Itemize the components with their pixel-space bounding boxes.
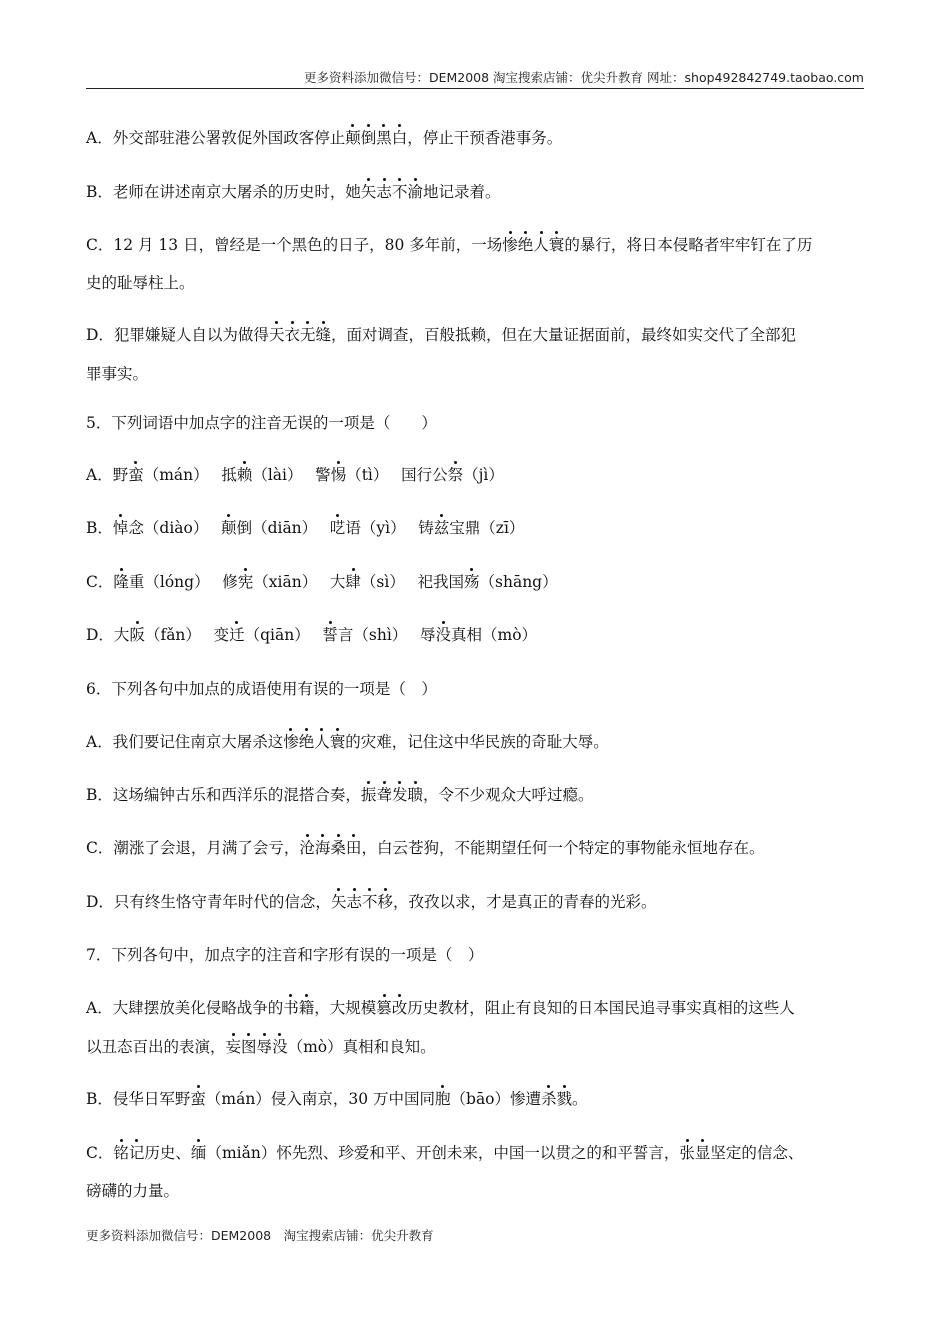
dotted-char: 显	[694, 1144, 711, 1162]
dotted-char: 戮	[556, 1090, 573, 1108]
text-run: （mán） 抵	[143, 466, 237, 484]
dotted-char: 铭	[113, 1144, 129, 1162]
dotted-char: 呓	[329, 519, 346, 537]
option-line	[86, 731, 609, 753]
dotted-char: 图	[241, 1038, 257, 1056]
page-header	[86, 66, 864, 89]
dotted-char: 宪	[237, 573, 254, 591]
text-run: B．这场编钟古乐和西洋乐的混搭合奏，	[86, 786, 361, 804]
dotted-char: 殇	[464, 573, 480, 591]
text-run: A．大肆摆放美化侵略战争的	[86, 999, 284, 1017]
text-run: 真相（mò）	[451, 626, 538, 644]
dotted-char: 田	[345, 839, 362, 857]
dotted-char: 籍	[298, 999, 315, 1017]
dotted-char: 绝	[298, 733, 315, 751]
dotted-char: 没	[435, 626, 451, 644]
dotted-char: 杀	[541, 1090, 557, 1108]
dotted-char: 矢	[360, 183, 377, 201]
dotted-char: 书	[283, 999, 299, 1017]
option-line	[86, 624, 537, 646]
text-line	[86, 181, 500, 203]
text-run: （lài） 警	[252, 466, 331, 484]
option-line	[86, 784, 593, 806]
text-run: （sì） 祀我国	[360, 573, 464, 591]
text-run: 宝鼎（zī）	[449, 519, 525, 537]
dotted-char: 没	[272, 1038, 288, 1056]
text-run: C．	[86, 573, 114, 591]
dotted-char: 篡	[376, 999, 392, 1017]
text-run: ，孜孜以求，才是真正的青春的光彩。	[393, 893, 657, 911]
option-line	[86, 891, 657, 913]
dotted-char: 悼	[112, 519, 129, 537]
text-run: B．	[86, 519, 113, 537]
option-line	[86, 571, 558, 593]
dotted-char: 发	[391, 786, 408, 804]
text-run: （bāo）惨遭	[450, 1090, 542, 1108]
dotted-char: 不	[361, 893, 378, 911]
text-run: （mán）侵入南京，30 万中国同	[205, 1090, 435, 1108]
text-run: 磅礴的力量。	[86, 1182, 180, 1200]
dotted-char: 胞	[435, 1090, 451, 1108]
dotted-char: 不	[391, 183, 408, 201]
question-heading	[86, 412, 437, 434]
question-heading	[86, 678, 437, 700]
dotted-char: 张	[679, 1144, 695, 1162]
dotted-char: 寰	[548, 236, 565, 254]
dotted-char: 缝	[315, 326, 331, 344]
dotted-char: 蛮	[128, 466, 144, 484]
option-line	[86, 1036, 436, 1058]
text-line	[86, 234, 812, 256]
dotted-char: 惨	[283, 733, 299, 751]
dotted-char: 惨	[502, 236, 518, 254]
dotted-char: 记	[128, 1144, 145, 1162]
dotted-char: 志	[376, 183, 392, 201]
text-run: 倒（diān）	[236, 519, 330, 537]
text-run: （fǎn） 变	[144, 626, 230, 644]
dotted-char: 兹	[433, 519, 450, 537]
option-line	[86, 517, 524, 539]
dotted-char: 海	[314, 839, 331, 857]
dotted-char: 祭	[447, 466, 464, 484]
text-run: D．大	[86, 626, 130, 644]
dotted-char: 天	[268, 326, 285, 344]
page-footer	[86, 1226, 434, 1244]
dotted-char: 桑	[330, 839, 346, 857]
text-run: （xiān） 大	[253, 573, 346, 591]
text-run: 史的耻辱柱上。	[86, 274, 195, 292]
text-run: ，停止干预香港事务。	[407, 129, 563, 147]
dotted-char: 惕	[330, 466, 347, 484]
option-line	[86, 997, 795, 1019]
dotted-char: 无	[299, 326, 316, 344]
text-run: 的灾难，记住这中华民族的奇耻大辱。	[345, 733, 609, 751]
dotted-char: 移	[377, 893, 393, 911]
text-run: 7．下列各句中，加点字的注音和字形有误的一项是（ ）	[86, 946, 484, 964]
dotted-char: 颠	[221, 519, 237, 537]
text-line	[86, 324, 796, 346]
text-run: （qiān）	[244, 626, 323, 644]
dotted-char: 聩	[407, 786, 423, 804]
dotted-char: 沧	[299, 839, 315, 857]
dotted-char: 振	[360, 786, 377, 804]
dotted-char: 赖	[236, 466, 253, 484]
dotted-char: 迁	[229, 626, 245, 644]
dotted-char: 蛮	[190, 1090, 206, 1108]
text-run: 6．下列各句中加点的成语使用有误的一项是（ ）	[86, 680, 437, 698]
text-run: B．老师在讲述南京大屠杀的历史时，她	[86, 183, 361, 201]
dotted-char: 志	[346, 893, 362, 911]
text-run: ，令不少观众大呼过瘾。	[422, 786, 594, 804]
text-run: （shāng）	[479, 573, 558, 591]
text-run: 的暴行，将日本侵略者牢牢钉在了历	[564, 236, 813, 254]
text-run: B．侵华日军野	[86, 1090, 191, 1108]
text-line	[86, 272, 195, 294]
text-run: 语（yì） 铸	[345, 519, 434, 537]
text-run: 念（diào）	[128, 519, 222, 537]
text-run: ，大规模	[314, 999, 377, 1017]
text-run: 历史、	[144, 1144, 191, 1162]
header-text: 更多资料添加微信号：DEM2008 淘宝搜索店铺：优尖升教育 网址：shop492842749.taobao.com	[303, 70, 864, 85]
dotted-char: 辱	[256, 1038, 273, 1056]
option-line	[86, 1142, 803, 1164]
dotted-char: 妄	[225, 1038, 242, 1056]
dotted-char: 誓	[322, 626, 338, 644]
dotted-char: 肆	[345, 573, 361, 591]
dotted-char: 绝	[517, 236, 534, 254]
text-run: D．只有终生恪守青年时代的信念，	[86, 893, 331, 911]
text-run: ，面对调查，百般抵赖，但在大量证据面前，最终如实交代了全部犯	[331, 326, 797, 344]
text-run: （mò）真相和良知。	[287, 1038, 436, 1056]
dotted-char: 衣	[284, 326, 300, 344]
text-run: C．12 月 13 日，曾经是一个黑色的日子，80 多年前，一场	[86, 236, 503, 254]
dotted-char: 隆	[113, 573, 129, 591]
text-run: ，白云苍狗，不能期望任何一个特定的事物能永恒地存在。	[361, 839, 765, 857]
text-run: A．我们要记住南京大屠杀这	[86, 733, 284, 751]
text-run: 罪事实。	[86, 365, 149, 383]
text-run: （jì）	[463, 466, 504, 484]
text-run: 地记录着。	[422, 183, 501, 201]
dotted-char: 寰	[329, 733, 346, 751]
dotted-char: 颠	[345, 129, 361, 147]
text-run: 言（shì） 辱	[337, 626, 436, 644]
text-run: 。	[572, 1090, 588, 1108]
dotted-char: 矢	[330, 893, 347, 911]
text-run: （tì） 国行公	[346, 466, 448, 484]
text-line	[86, 127, 562, 149]
text-run: 以丑态百出的表演，	[86, 1038, 226, 1056]
dotted-char: 渝	[407, 183, 423, 201]
question-heading	[86, 944, 483, 966]
text-run: 坚定的信念、	[710, 1144, 804, 1162]
text-run: C．	[86, 1144, 114, 1162]
dotted-char: 白	[391, 129, 408, 147]
option-line	[86, 837, 764, 859]
text-run: C．潮涨了会退，月满了会亏，	[86, 839, 300, 857]
dotted-char: 倒	[360, 129, 377, 147]
option-line	[86, 1180, 179, 1202]
dotted-char: 改	[391, 999, 408, 1017]
dotted-char: 聋	[376, 786, 392, 804]
dotted-char: 缅	[190, 1144, 207, 1162]
dotted-char: 阪	[129, 626, 145, 644]
option-line	[86, 464, 504, 486]
text-run: 5．下列词语中加点字的注音无误的一项是（ ）	[86, 414, 437, 432]
text-run: （miǎn）怀先烈、珍爱和平、开创未来，中国一以贯之的和平誓言，	[206, 1144, 680, 1162]
dotted-char: 人	[533, 236, 549, 254]
dotted-char: 黑	[376, 129, 392, 147]
option-line	[86, 1088, 588, 1110]
text-line	[86, 363, 148, 385]
footer-text: 更多资料添加微信号：DEM2008 淘宝搜索店铺：优尖升教育	[86, 1228, 434, 1243]
text-run: 历史教材，阻止有良知的日本国民追寻事实真相的这些人	[407, 999, 795, 1017]
text-run: D．犯罪嫌疑人自以为做得	[86, 326, 269, 344]
text-run: A．外交部驻港公署敦促外国政客停止	[86, 129, 346, 147]
dotted-char: 人	[314, 733, 330, 751]
text-run: 重（lóng） 修	[128, 573, 238, 591]
text-run: A．野	[86, 466, 129, 484]
